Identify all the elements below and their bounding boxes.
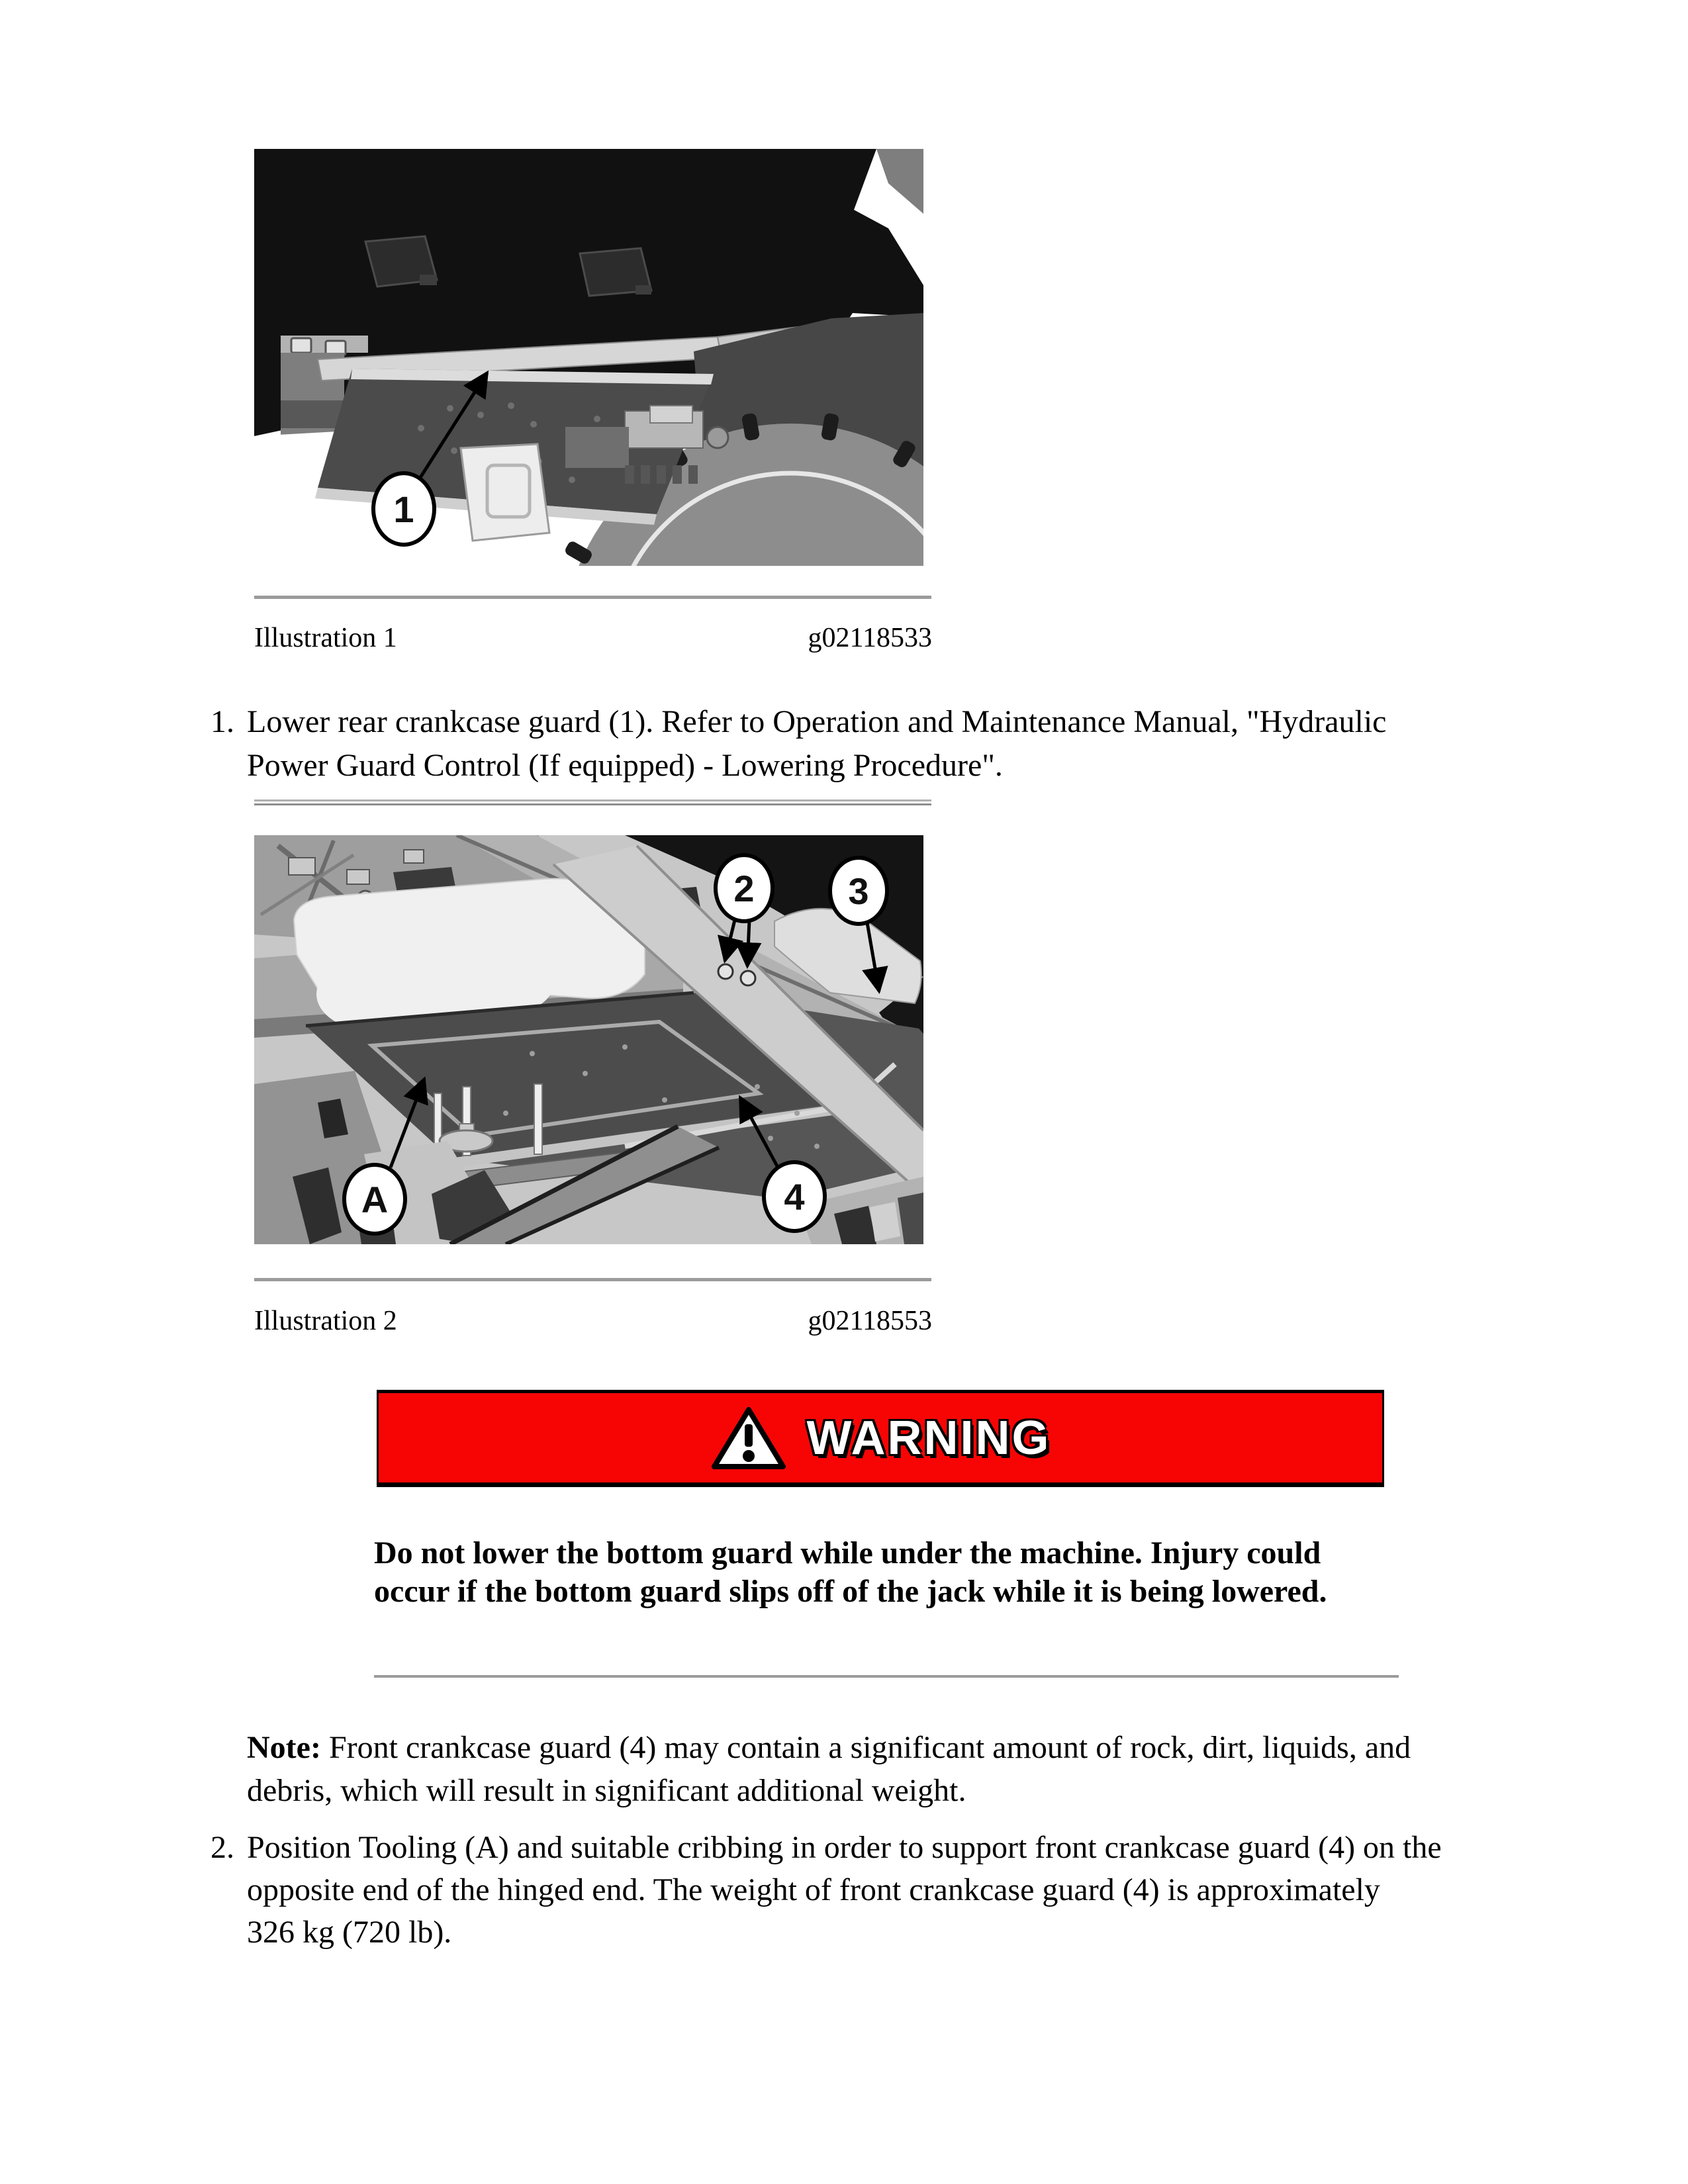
figure-2-caption: Illustration 2 — [254, 1306, 397, 1336]
figure-1-caption: Illustration 1 — [254, 623, 397, 653]
step-1-number: 1. — [211, 704, 234, 739]
step-1 — [211, 700, 1386, 788]
callout-2-arrow — [747, 920, 749, 966]
callout-A-label: A — [361, 1179, 389, 1220]
note-text: Front crankcase guard (4) may contain a significant amount of rock, dirt, liquids, and — [320, 1730, 1411, 1765]
note-line — [247, 1726, 1458, 1769]
step-2 — [211, 1827, 1442, 1954]
figure-1-caption-row — [254, 622, 932, 654]
step-1-text — [247, 700, 1386, 788]
warning-text-line: Do not lower the bottom guard while under the machine. Injury could — [374, 1535, 1321, 1570]
step-2-line: 326 kg (720 lb). — [247, 1915, 452, 1950]
divider — [374, 1675, 1399, 1678]
warning-triangle-icon — [710, 1404, 787, 1472]
divider — [254, 596, 931, 599]
note-paragraph — [247, 1726, 1458, 1812]
step-2-number: 2. — [211, 1830, 234, 1865]
callout-3-label: 3 — [848, 870, 869, 912]
step-1-line: Lower rear crankcase guard (1). Refer to Operation and Maintenance Manual, "Hydraulic — [247, 704, 1387, 739]
jack-pad — [461, 444, 549, 541]
step-2-line: opposite end of the hinged end. The weight of front crankcase guard (4) is approximately — [247, 1872, 1380, 1907]
divider — [254, 1278, 931, 1281]
warning-text — [374, 1534, 1387, 1611]
note-line: debris, which will result in significant additional weight. — [247, 1773, 966, 1808]
figure-1-image — [254, 149, 923, 566]
callout-1-label: 1 — [393, 488, 414, 530]
step-2-line: Position Tooling (A) and suitable cribbing in order to support front crankcase guard (4) on the — [247, 1830, 1442, 1865]
figure-1-id: g02118533 — [808, 623, 932, 653]
warning-banner-label: WARNING — [806, 1411, 1051, 1465]
figure-2-image — [254, 835, 923, 1244]
callout-2-label: 2 — [733, 868, 755, 909]
figure-2-caption-row — [254, 1305, 932, 1337]
warning-text-line: occur if the bottom guard slips off of the jack while it is being lowered. — [374, 1574, 1327, 1609]
note-label: Note: — [247, 1730, 321, 1765]
warning-banner — [377, 1390, 1384, 1487]
callout-4-label: 4 — [784, 1176, 805, 1218]
step-1-line: Power Guard Control (If equipped) - Lowering Procedure". — [247, 748, 1003, 783]
figure-2-id: g02118553 — [808, 1306, 932, 1336]
divider — [254, 799, 931, 805]
step-2-text — [247, 1827, 1442, 1954]
